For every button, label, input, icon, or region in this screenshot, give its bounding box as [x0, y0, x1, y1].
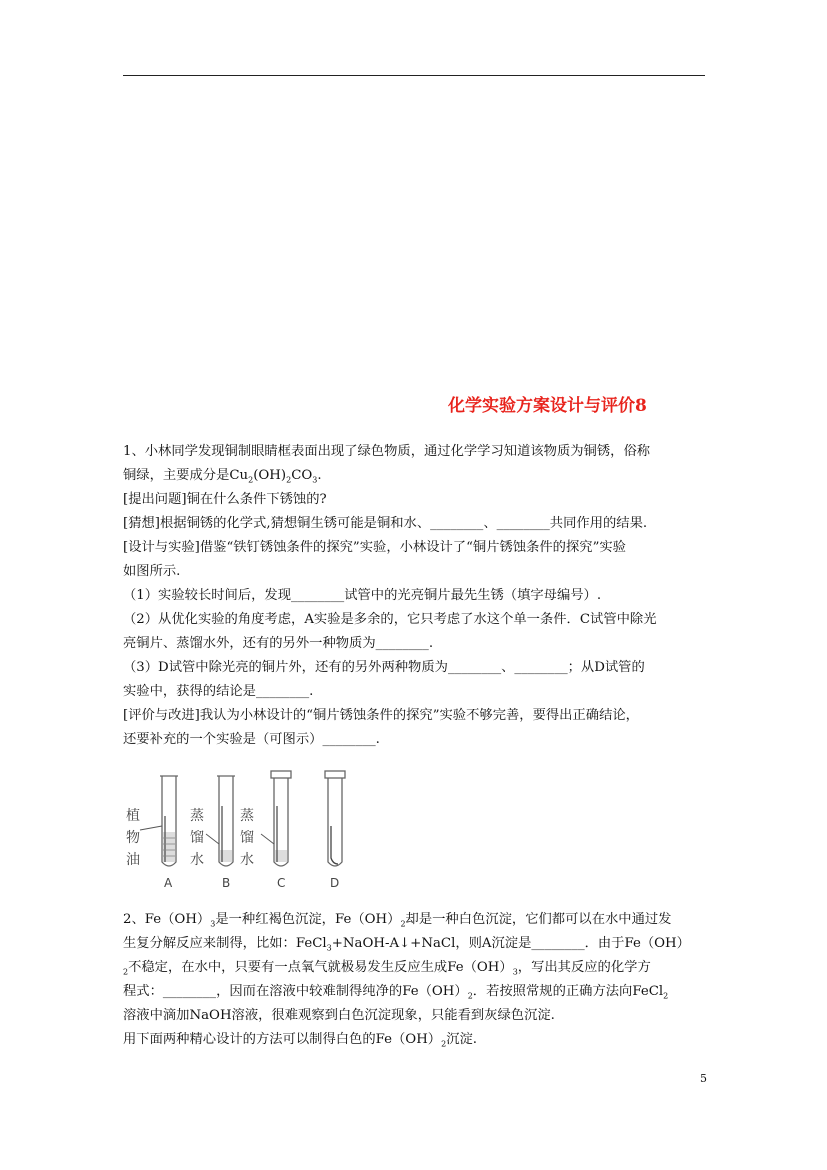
label-water-c-2: 馏 — [240, 830, 254, 846]
tube-label-d: D — [330, 876, 340, 890]
q1-line-8: （2）从优化实验的角度考虑，A实验是多余的，它只考虑了水这个单一条件．C试管中除光 — [123, 612, 657, 627]
q1-line-13: 还要补充的一个实验是（可图示）________. — [123, 732, 380, 747]
tube-label-a: A — [164, 876, 173, 890]
q2-line-4: 程式：________，因而在溶液中较难制得纯净的$Fe(OH)_2$．若按照常规的正确方法向FeCl$_2$ — [123, 984, 669, 1001]
q2-line-3: $_2$不稳定，在水中，只要有一点氧气就极易发生反应生成$Fe(OH)_3$，写出其反应的化学方 — [123, 960, 651, 977]
tube-d — [325, 771, 345, 866]
q1-line-1: 1、小林同学发现铜制眼睛框表面出现了绿色物质，通过化学学习知道该物质为铜锈，俗称 — [123, 444, 651, 459]
tube-label-b: B — [222, 876, 231, 890]
header-rule — [123, 75, 705, 76]
page-number: 5 — [700, 1072, 707, 1085]
label-oil-3: 油 — [126, 852, 140, 868]
q1-line-10: （3）D试管中除光亮的铜片外，还有的另外两种物质为________、________；从D试管的 — [123, 660, 645, 675]
tube-c — [261, 771, 291, 866]
q2-line-6: 用下面两种精心设计的方法可以制得白色的$Fe(OH)_2$沉淀. — [123, 1032, 478, 1049]
label-oil-2: 物 — [126, 830, 140, 846]
q1-line-11: 实验中，获得的结论是________. — [123, 684, 314, 699]
question-1 — [123, 440, 713, 752]
page-title: 化学实验方案设计与评价8 — [448, 396, 647, 416]
label-oil-1: 植 — [126, 808, 140, 824]
label-water-c-3: 水 — [240, 852, 254, 868]
q1-line-3: [提出问题]铜在什么条件下锈蚀的? — [123, 492, 327, 507]
test-tube-figure — [118, 766, 358, 892]
question-2 — [123, 908, 713, 1052]
q1-line-5: [设计与实验]借鉴“铁钉锈蚀条件的探究”实验，小林设计了“铜片锈蚀条件的探究”实验 — [123, 540, 626, 555]
q2-line-1: 2、$Fe(OH)_3$是一种红褐色沉淀，$Fe(OH)_2$却是一种白色沉淀，它们都可以在水中通过发 — [123, 912, 672, 929]
tube-b — [206, 776, 235, 866]
test-tube-diagram — [118, 766, 358, 892]
q1-line-2: 铜绿，主要成分是$Cu_2(OH)_2CO_3$. — [123, 468, 322, 485]
q1-line-12: [评价与改进]我认为小林设计的“铜片锈蚀条件的探究”实验不够完善，要得出正确结论， — [123, 708, 639, 723]
tube-a — [140, 776, 178, 866]
label-water-b-1: 蒸 — [190, 808, 204, 824]
label-water-b-3: 水 — [190, 852, 204, 868]
q2-line-2: 生复分解反应来制得，比如：FeCl$_3$+NaOH-A↓+NaCl，则A沉淀是________．由于Fe（OH） — [123, 936, 690, 953]
q2-line-5: 溶液中滴加NaOH溶液，很难观察到白色沉淀现象，只能看到灰绿色沉淀. — [123, 1008, 555, 1023]
label-water-c-1: 蒸 — [240, 808, 254, 824]
q1-line-7: （1）实验较长时间后，发现________试管中的光亮铜片最先生锈（填字母编号）. — [123, 588, 602, 603]
q1-line-4: [猜想]根据铜锈的化学式,猜想铜生锈可能是铜和水、________、________共同作用的结果. — [123, 516, 648, 531]
q1-line-6: 如图所示. — [123, 564, 181, 579]
label-water-b-2: 馏 — [190, 830, 204, 846]
q1-line-9: 亮铜片、蒸馏水外，还有的另外一种物质为________. — [123, 636, 434, 651]
tube-label-c: C — [277, 876, 286, 890]
